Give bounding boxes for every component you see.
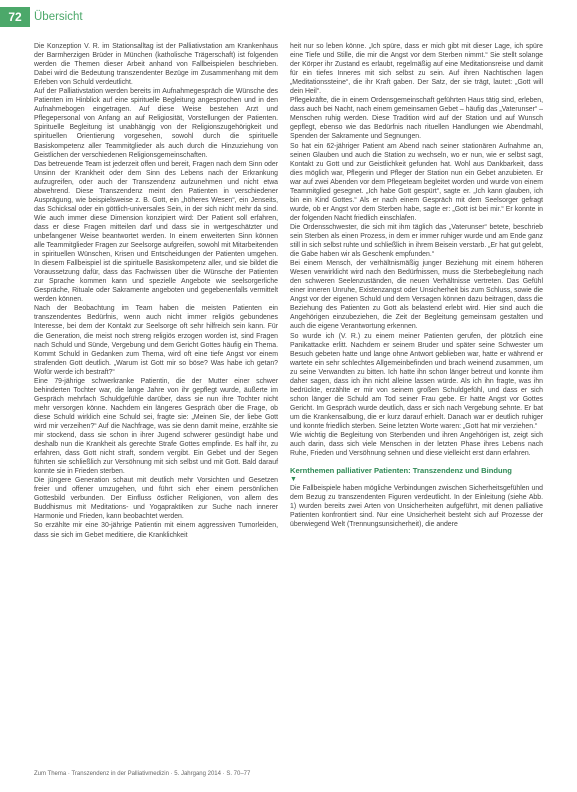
paragraph: Eine 79-jährige schwerkranke Patientin, die der Mutter einer schwer behinderten Tochter war, die lange Jahre von ihr gepflegt wurde, äußerte im Gespräch mehrfach Schuldgefühle darüber, dass sie nun ihre Tochter nicht mehr versorgen könne. Nachdem ein längeres Gespräch über die Frage, ob diese Schuld wirklich eine Schuld sei, fragte sie: „Meinen Sie, der liebe Gott wird mir verzeihen?“ Auf die Nachfrage, was sie denn damit meine, erzählte sie mir stockend, dass sie schon in ihrer Jugend schwerer gesündigt habe und deshalb nun die Krankheit als gerechte Strafe Gottes empfinde. Es half ihr, zu erfahren, dass Gott nicht straft, sondern vergibt. Ein Gebet und der Segen führten sie schließlich zur Versöhnung mit sich selbst und mit Gott. Bald darauf konnte sie in Frieden sterben. (34, 377, 278, 476)
right-column (290, 42, 543, 529)
paragraph: Auf der Palliativstation werden bereits im Aufnahmegespräch die Wünsche des Patienten im Hinblick auf eine spirituelle Begleitung angesprochen und in den Aufnahmebogen eingetragen. Auf diese Weise bestehen Arzt und Pflegepersonal von Anfang an auf Religiosität, Vorstellungen der Patienten. Spirituelle Begleitung ist unabhängig von der Religionszugehörigkeit und spirituellen Orientierung vorgesehen, sowohl durch die spirituelle Basiskompetenz aller Teammitglieder als auch durch die Hinzuziehung von Geistlichen der verschiedenen Religionsgemeinschaften. (34, 88, 278, 159)
paragraph: So erzählte mir eine 30-jährige Patientin mit einem aggressiven Tumorleiden, dass sie sich im Gebet meditiere, die Kranklichkeit (34, 522, 278, 539)
paragraph: So hat ein 62-jähriger Patient am Abend nach seiner stationären Aufnahme an, seinen Glauben und auch die Station zu wechseln, wo er nun, wie er selbst sagt, Kontakt zu Gott und zur Geistlichkeit gefunden hat. Wohl aus Dankbarkeit, dass dies möglich war, Pflegerin und Pfleger der Station nun ein Gebet anzubieten. Er war auf zwei Abenden vor dem Pflegeteam begleitet worden und wurde von einem Teammitglied gesegnet. „Ich habe Gott gespürt“, sagte er. „Ich kann glauben, ich bin ein Kind Gottes.“ Als er nach einem Gespräch mit dem Seelsorger gefragt wurde, ob er Angst vor dem Sterben habe, sagte er: „Gott ist bei mir.“ Er konnte in der folgenden Nacht friedlich einschlafen. (290, 142, 543, 222)
paragraph: Die Konzeption V. R. im Stationsalltag ist der Palliativstation am Krankenhaus der Barmherzigen Brüder in München (katholische Trägerschaft) ist folgenden werden die Themen dieser Arbeit anhand von Fallbeispielen beschrieben. Dabei wird die Bedeutung transzendenter Bezüge im Zusammenhang mit dem Erleben von Schuld verdeutlicht. (34, 43, 278, 87)
paragraph: Das betreuende Team ist jederzeit offen und bereit, Fragen nach dem Sinn oder Unsinn der Krankheit oder dem Sinn des Lebens nach der Erkrankung aufzugreifen, oder auch der Transzendenz aufzunehmen und nicht etwa abwehrend. Diese Transzendenz meint den Patienten in verschiedener Ausprägung, wie beispielsweise z. B. Gott, ein „höheres Wesen“, ein Jenseits, das Schicksal oder ein göttlich-universales Sein, in der sich nicht mehr da sind. Wie auch immer diese Dimension konzipiert wird: Der Patient soll erfahren, dass er diese Fragen mitteilen darf und dass sie in wertgeschätzter und unbefangener Weise beantwortet werden. In einem erweiterten Sinn können alle Teammitglieder Fragen zur Seelsorge aufgreifen, sowohl mit Mitarbeitenden in spirituellen Wünschen, Krisen und Entscheidungen der Patienten umgehen. In diesem Fallbeispiel ist die spirituelle Basiskompetenz aller, und sie bildet die Voraussetzung dafür, dass das Fachwissen über die Wünsche der Patienten zur Sprache kommen kann und spezielle Angebote wie seelsorgerliche Gespräche, Rituale oder Sakramente angeboten und gegebenenfalls vermittelt werden können. (34, 160, 278, 304)
footer: Zum Thema · Transzendenz in der Palliativmedizin · 5. Jahrgang 2014 · S. 70–77 (34, 771, 251, 777)
paragraph: Bei einem Mensch, der verhältnismäßig junger Beziehung mit einem höheren Wesen verwirklicht wird nach den Bedürfnissen, muss die Sterbebegleitung nach den schweren Seelenzuständen, die neuen Verhältnisse vertreten. Das Gefühl einer inneren Unruhe, Existenzangst oder Unsicherheit bis zum Schluss, sowie die Angst vor der eigenen Schuld und dem Versagen können dazu beitragen, dass die Beziehung des Patienten zu Gott als belastend erlebt wird. Hier sind auch die Angehörigen einzubeziehen, die Zeit der Begleitung gemeinsam gestalten und auch die eigene Verantwortung erkennen. (290, 260, 543, 331)
page-number: 72 (0, 7, 30, 27)
paragraph: Die Fallbeispiele haben mögliche Verbindungen zwischen Sicherheitsgefühlen und dem Bezug zu transzendenten Figuren verdeutlicht. In der Einleitung (siehe Abb. 1) wurden bereits zwei Arten von Unsicherheiten aufgeführt, mit denen palliative Patienten konfrontiert sind. Nur eine Unsicherheit besteht sich auf Prozesse der überwiegend Welt (Trennungsunsicherheit), die andere (290, 485, 543, 529)
page-header (0, 0, 577, 30)
paragraph: Wie wichtig die Begleitung von Sterbenden und ihren Angehörigen ist, zeigt sich auch darin, dass sich viele Menschen in der letzten Phase ihres Lebens nach Ruhe, Frieden und Versöhnung sehnen und diese vielleicht erst dann erfahren. (290, 432, 543, 458)
paragraph: Die Ordensschwester, die sich mit ihm täglich das „Vaterunser“ betete, beschrieb sein Sterben als einen Prozess, in dem er immer ruhiger wurde und am Ende ganz still in sich selbst ruhte und schließlich in ihrem Beisein verstarb. „Er hat gut gelebt, die Gabe haben wir als Geschenk empfunden.“ (290, 223, 543, 259)
triangle-marker-icon: ▼ (290, 476, 297, 484)
subheading: Kernthemen palliativer Patienten: Transzendenz und Bindung (290, 466, 512, 476)
left-column (34, 42, 278, 540)
paragraph: Nach der Beobachtung im Team haben die meisten Patienten ein transzendentes Bedürfnis, wenn auch nicht immer religiös gebundenes Interesse, bei dem der Kontakt zur Seelsorge oft sehr hilfreich sein kann. Für die Generation, die meist noch streng religiös erzogen worden ist, sind Fragen nach Schuld und Sünde, Vergebung und dem Gericht Gottes häufig ein Thema. Kommt Schuld in Gedanken zum Thema, wird oft eine tiefe Angst vor einem strafenden Gott deutlich. „Warum ist Gott mir so böse? Was habe ich getan? Wofür werde ich bestraft?“ (34, 305, 278, 376)
section-title: Übersicht (34, 11, 83, 23)
paragraph: Die jüngere Generation schaut mit deutlich mehr Vorsichten und Gesetzen freier und offener umzugehen, und führt sich eher einem persönlichen Gottesbild verbunden. Der Einfluss östlicher Religionen, von allem des Buddhismus mit Meditations- und Yogapraktiken zur Suche nach innerer Harmonie und Frieden, kann beobachtet werden. (34, 477, 278, 521)
paragraph: So wurde ich (V. R.) zu einem meiner Patienten gerufen, der plötzlich eine Panikattacke erlitt. Nachdem er seinem Bruder und später seine Schwester um Besuch gebeten hatte und lange ohne Antwort geblieben war, hatte er während er wartete ein sehr schlechtes Allgemeinbefinden und brach weinend zusammen, um zu seine Verwandten zu bitten. Ich hatte ihn schon länger betreut und konnte ihm daher sagen, dass ich ihn nicht alleine lassen würde. Als ich ihn fragte, was ihn bedrückte, erzählte er mir von seinem großen Schuldgefühl, und dass er sich schon länger die Schuld am Tod seiner Frau gebe. Er hatte Angst vor Gottes Gericht. Im Gespräch wurde deutlich, dass er sich nach Vergebung sehnte. Er bat um die Krankensalbung, die er kurz darauf erhielt. Danach war er deutlich ruhiger und konnte friedlich sterben. Seine letzten Worte waren: „Gott hat mir verziehen.“ (290, 332, 543, 430)
paragraph: heit nur so leben könne. „Ich spüre, dass er mich gibt mit dieser Lage, ich spüre eine Tiefe und Stille, die mir die Angst vor dem Sterben nimmt.“ Sie stellt solange der Körper ihr Zustand es erlaubt, regelmäßig auf eine Meditationsreise und damit für ein tiefes Inneres mit sich selbst zu sein. Auf ihren Nachtischen lagen „Meditationssteine“, die ihr Kraft gaben. Der Satz, der sie trägt, lautet: „Gott will dein Heil“. (290, 43, 543, 96)
paragraph: Pflegekräfte, die in einem Ordensgemeinschaft geführten Haus tätig sind, erleben, dass auch bei Nacht, nach einem gemeinsamen Gebet – häufig das „Vaterunser“ – Menschen ruhig werden. Diese Tradition wird auf der Station und auf Wunsch gepflegt, ebenso wie das Bedürfnis nach rituellen Handlungen wie Abendmahl, Spenden der Sakramente und Segnungen. (290, 97, 543, 141)
